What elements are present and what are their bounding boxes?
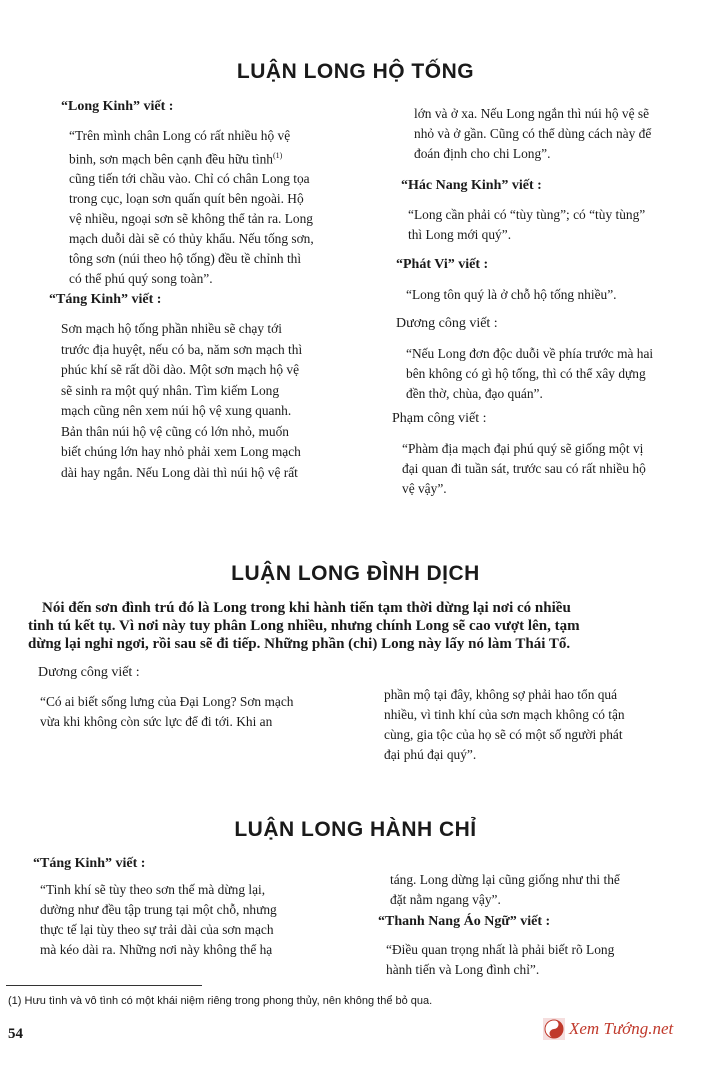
- quote-tang-kinh-2: “Tinh khí sẽ tùy theo sơn thế mà dừng lại, dường như đều tập trung tại một chỗ, nhưng thực tế lại tùy theo sự trải dài của sơn mạch mà kéo dài ra. Những nơi này không thể hạ: [40, 882, 277, 957]
- section-title-ho-tong: LUẬN LONG HỘ TỐNG: [236, 60, 475, 83]
- footnote-text: (1) Hưu tình và vô tình có một khái niệm riêng trong phong thủy, nên không thể bỏ qua.: [8, 995, 433, 1007]
- section-title-hanh-chi: LUẬN LONG HÀNH CHỈ: [234, 818, 477, 841]
- quote-head-duong-cong: Dương công viết :: [396, 316, 498, 331]
- quote-head-duong-cong-2: Dương công viết :: [38, 665, 140, 680]
- watermark-text: Xem Tướng.net: [569, 1019, 674, 1038]
- quote-head-tang-kinh: “Táng Kinh” viết :: [49, 292, 162, 307]
- quote-head-long-kinh: “Long Kinh” viết :: [61, 99, 174, 114]
- quote-head-thanh-nang: “Thanh Nang Áo Ngữ” viết :: [378, 914, 551, 929]
- quote-pham-cong: “Phàm địa mạch đại phú quý sẽ giống một vị đại quan đi tuần sát, trước sau có rất nhiều hộ vệ vậy”.: [402, 441, 646, 496]
- quote-tang-kinh-2-cont: táng. Long dừng lại cũng giống như thi thể đặt nằm ngang vậy”.: [390, 872, 620, 907]
- paragraph-dinh-dich: Nói đến sơn đình trú đó là Long trong khi hành tiến tạm thời dừng lại nơi có nhiều tinh tú kết tụ. Vì nơi này tuy phân Long nhiều, nhưng chính Long sẽ cao vượt lên, tạm dừng lại nghỉ ngơi, rồi sau sẽ đi tiếp. Những phần (chi) Long này lấy nó làm Thái Tổ.: [28, 600, 580, 652]
- quote-duong-cong-2-cont: phần mộ tại đây, không sợ phải hao tổn quá nhiều, vì tinh khí của sơn mạch không có tận cùng, gia tộc của họ sẽ có một số người phát đại phú đại quý”.: [384, 687, 625, 762]
- footnote-mark: (1): [273, 151, 283, 160]
- page-number: 54: [8, 1026, 23, 1042]
- section-title-dinh-dich: LUẬN LONG ĐÌNH DỊCH: [231, 562, 480, 585]
- quote-tang-kinh-cont: lớn và ở xa. Nếu Long ngắn thì núi hộ vệ sẽ nhỏ và ở gần. Cũng có thể dùng cách này để đoán định cho chi Long”.: [414, 106, 652, 161]
- quote-head-phat-vi: “Phát Vi” viết :: [396, 257, 489, 272]
- watermark-logo: [543, 1014, 711, 1044]
- quote-tang-kinh: Sơn mạch hộ tống phần nhiều sẽ chạy tới trước địa huyệt, nếu có ba, năm sơn mạch thì phúc khí sẽ rất dồi dào. Một sơn mạch hộ vệ sẽ sinh ra một quý nhân. Tìm kiếm Long mạch cũng nên xem núi hộ vệ xung quanh. Bản thân núi hộ vệ cũng có lớn nhỏ, muốn biết chúng lớn hay nhỏ phải xem Long mạch dài hay ngắn. Nếu Long dài thì núi hộ vệ rất: [61, 321, 303, 480]
- quote-hac-nang: “Long cần phải có “tùy tùng”; có “tùy tùng” thì Long mới quý”.: [408, 207, 646, 242]
- footnote-divider: [6, 985, 202, 986]
- quote-long-kinh: “Trên mình chân Long có rất nhiều hộ vệ binh, sơn mạch bên cạnh đều hữu tình$^{(1)}$ cũng tiến tới chầu vào. Chỉ có chân Long tọa trong cục, loạn sơn quấn quít bên ngoài. Hộ vệ nhiều, ngoại sơn sẽ không thể tản ra. Long mạch duỗi dài sẽ có thủy khẩu. Nếu tống sơn, tông sơn (núi theo hộ tống) đều tề chỉnh thì có thể phú quý song toàn”.: [69, 128, 314, 287]
- quote-duong-cong-2: “Có ai biết sống lưng của Đại Long? Sơn mạch vừa khi không còn sức lực để đi tới. Khi an: [40, 694, 294, 729]
- quote-duong-cong: “Nếu Long đơn độc duỗi về phía trước mà hai bên không có gì hộ tống, thì có thể xây dựng đền thờ, chùa, đạo quán”.: [406, 346, 654, 401]
- quote-head-hac-nang: “Hác Nang Kinh” viết :: [401, 178, 542, 193]
- yin-yang-icon: [543, 1018, 565, 1040]
- quote-head-pham-cong: Phạm công viết :: [392, 411, 487, 426]
- quote-phat-vi: “Long tôn quý là ở chỗ hộ tống nhiều”.: [406, 287, 617, 302]
- quote-head-tang-kinh-2: “Táng Kinh” viết :: [33, 856, 146, 871]
- quote-thanh-nang: “Điều quan trọng nhất là phải biết rõ Long hành tiến và Long đình chỉ”.: [386, 942, 615, 977]
